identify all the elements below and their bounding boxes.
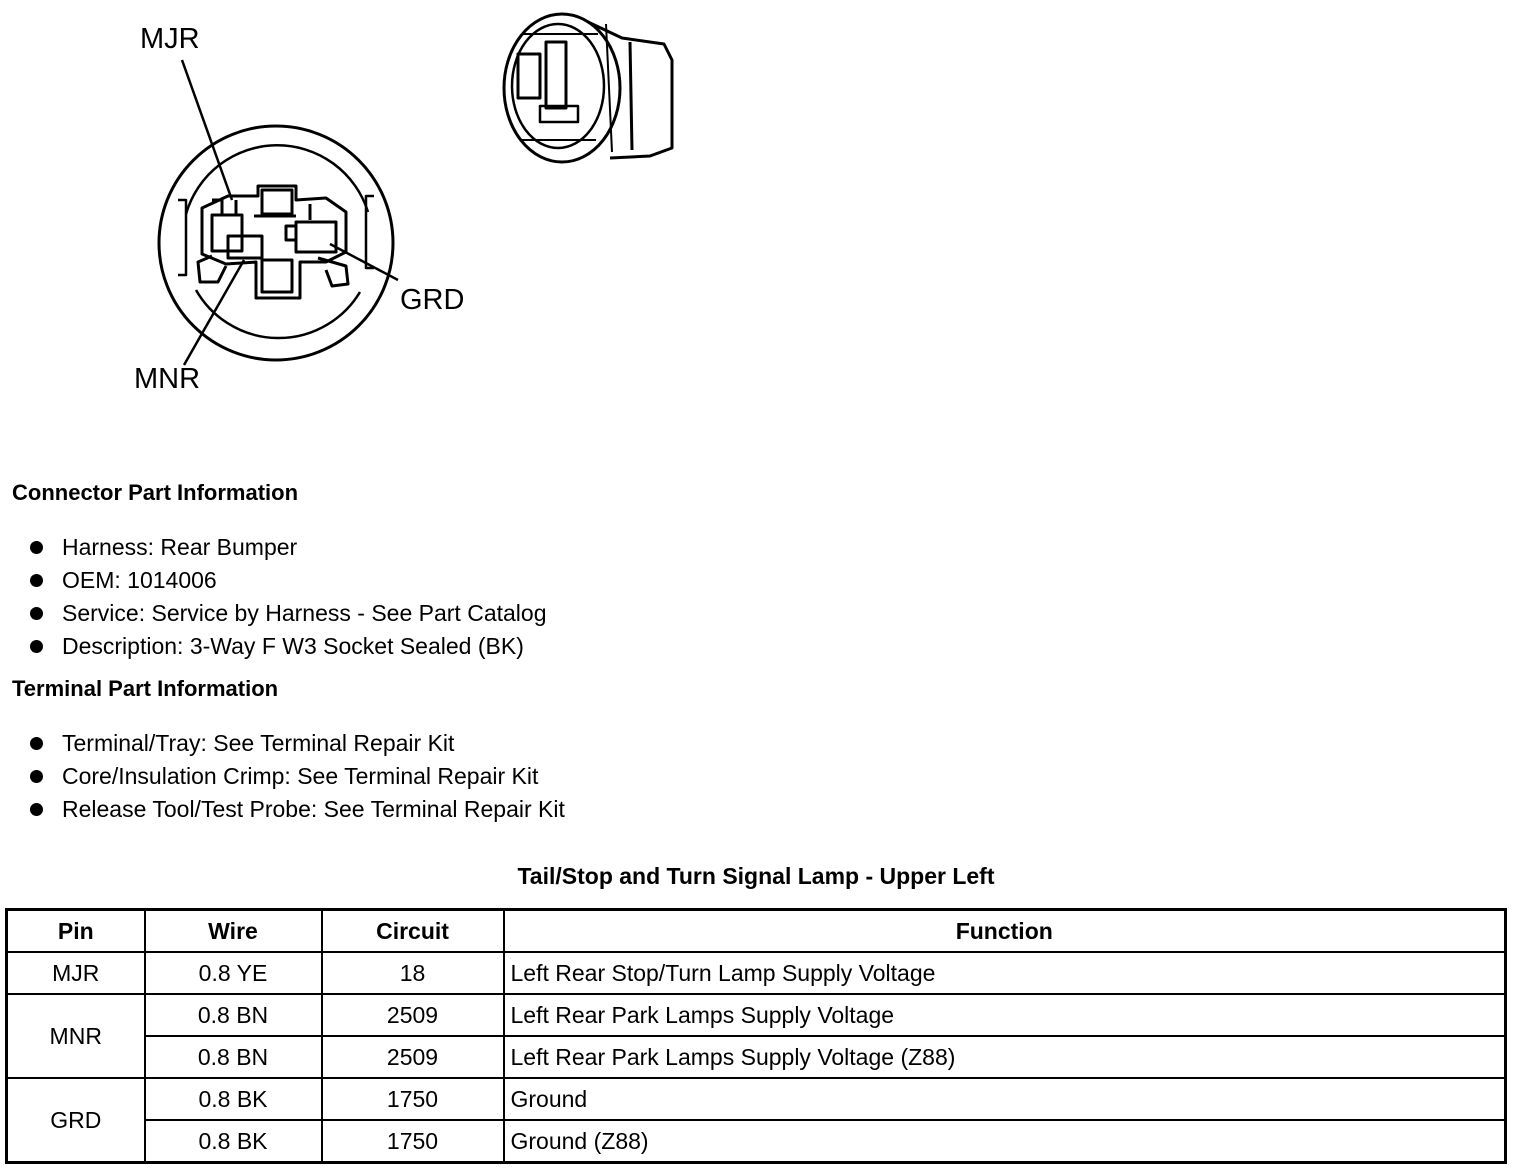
table-row	[7, 1036, 1506, 1078]
table-row	[7, 994, 1506, 1036]
column-header-wire: Wire	[145, 910, 322, 953]
list-item: Core/Insulation Crimp: See Terminal Repair Kit	[28, 760, 565, 793]
pinout-table	[5, 908, 1507, 1164]
wire-cell: 0.8 BN	[145, 994, 322, 1036]
bullet-icon	[30, 541, 43, 554]
circuit-cell: 2509	[322, 1036, 504, 1078]
bullet-icon	[30, 803, 43, 816]
wire-cell: 0.8 YE	[145, 952, 322, 994]
table-row	[7, 1078, 1506, 1120]
pin-cell: MJR	[7, 952, 145, 994]
column-header-circuit: Circuit	[322, 910, 504, 953]
connector-info-list	[28, 531, 546, 663]
function-cell: Ground	[504, 1078, 1506, 1120]
bullet-icon	[30, 770, 43, 783]
column-header-function: Function	[504, 910, 1506, 953]
connector-face-drawing	[0, 0, 720, 420]
connector-info-heading: Connector Part Information	[12, 480, 299, 505]
function-cell: Left Rear Stop/Turn Lamp Supply Voltage	[504, 952, 1506, 994]
table-header-row	[7, 910, 1506, 953]
list-item: Harness: Rear Bumper	[28, 531, 546, 564]
circuit-cell: 1750	[322, 1078, 504, 1120]
connector-diagram	[0, 0, 720, 420]
bullet-icon	[30, 607, 43, 620]
pin-label-mjr: MJR	[140, 23, 200, 55]
terminal-info-heading: Terminal Part Information	[12, 676, 279, 701]
bullet-icon	[30, 737, 43, 750]
bullet-icon	[30, 640, 43, 653]
circuit-cell: 18	[322, 952, 504, 994]
circuit-cell: 2509	[322, 994, 504, 1036]
function-cell: Left Rear Park Lamps Supply Voltage	[504, 994, 1506, 1036]
table-title: Tail/Stop and Turn Signal Lamp - Upper Left	[517, 863, 995, 889]
list-item: OEM: 1014006	[28, 564, 546, 597]
list-item: Service: Service by Harness - See Part Catalog	[28, 597, 546, 630]
table-row	[7, 952, 1506, 994]
terminal-info-list	[28, 727, 565, 826]
circuit-cell: 1750	[322, 1120, 504, 1163]
bullet-icon	[30, 574, 43, 587]
pin-label-mnr: MNR	[134, 363, 201, 395]
pin-cell: GRD	[7, 1078, 145, 1163]
list-item: Terminal/Tray: See Terminal Repair Kit	[28, 727, 565, 760]
table-row	[7, 1120, 1506, 1163]
column-header-pin: Pin	[7, 910, 145, 953]
wire-cell: 0.8 BK	[145, 1078, 322, 1120]
list-item: Release Tool/Test Probe: See Terminal Repair Kit	[28, 793, 565, 826]
socket-side-view	[504, 14, 672, 162]
wire-cell: 0.8 BK	[145, 1120, 322, 1163]
function-cell: Ground (Z88)	[504, 1120, 1506, 1163]
function-cell: Left Rear Park Lamps Supply Voltage (Z88)	[504, 1036, 1506, 1078]
pin-label-grd: GRD	[400, 284, 465, 316]
pin-cell: MNR	[7, 994, 145, 1078]
list-item: Description: 3-Way F W3 Socket Sealed (BK)	[28, 630, 546, 663]
wire-cell: 0.8 BN	[145, 1036, 322, 1078]
